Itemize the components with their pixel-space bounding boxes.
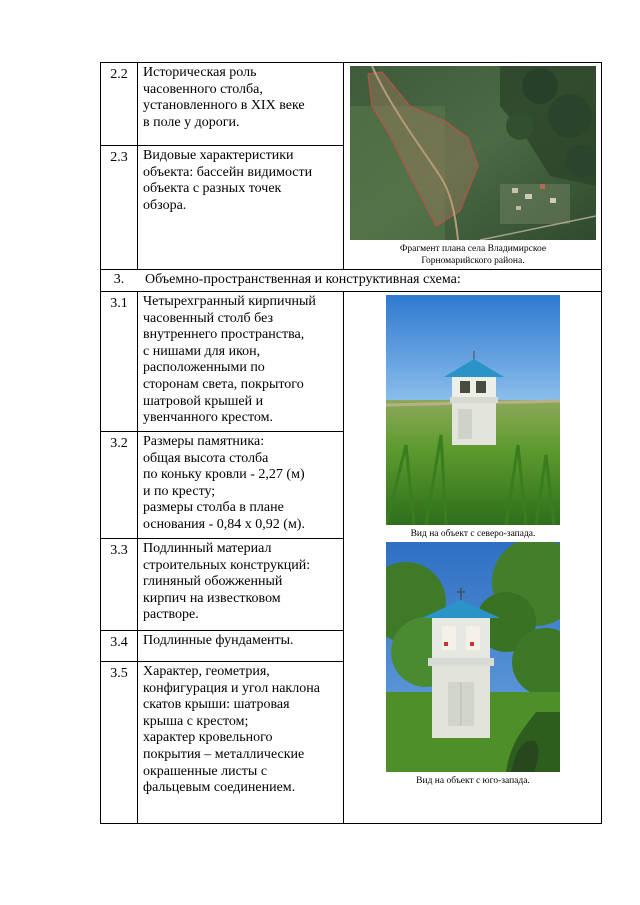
chapel-photo-southwest xyxy=(386,542,560,772)
row-divider xyxy=(100,630,344,631)
row-divider xyxy=(100,661,344,662)
row-text: Подлинный материал строительных конструкций: глиняный обожженный кирпич на известковом растворе. xyxy=(143,541,311,623)
row-divider xyxy=(100,291,602,292)
column-divider-num xyxy=(137,62,138,269)
row-divider xyxy=(100,269,602,270)
section-number: 3. xyxy=(113,272,125,287)
row-number: 3.4 xyxy=(110,635,128,650)
row-divider xyxy=(100,538,344,539)
row-text: Видовые характеристики объекта: бассейн видимости объекта с разных точек обзора. xyxy=(143,148,313,213)
row-divider xyxy=(100,145,344,146)
photo-caption: Вид на объект с юго-запада. xyxy=(416,776,530,786)
table-border-bottom xyxy=(100,823,602,824)
table-border-top xyxy=(100,62,602,63)
row-text: Историческая роль часовенного столба, установленного в XIX веке в поле у дороги. xyxy=(143,65,305,130)
column-divider-num xyxy=(137,291,138,824)
row-number: 3.1 xyxy=(110,296,128,311)
row-text: Размеры памятника: общая высота столба по коньку кровли - 2,27 (м) и по кресту; размеры столба в плане основания - 0,84 х 0,92 (м). xyxy=(143,434,305,532)
map-caption: Фрагмент плана села Владимирское Горномарийского района. xyxy=(399,244,547,266)
row-text: Характер, геометрия, конфигурация и угол наклона скатов крыши: шатровая крыша с крестом; характер кровельного покрытия – металлические окрашенные листы с фальцевым соединением. xyxy=(143,664,320,796)
photo-caption: Вид на объект с северо-запада. xyxy=(410,529,536,539)
row-number: 3.2 xyxy=(110,436,128,451)
row-number: 2.2 xyxy=(110,67,128,82)
row-divider xyxy=(100,431,344,432)
section-heading: Объемно-пространственная и конструктивная схема: xyxy=(145,272,461,287)
satellite-map-image xyxy=(350,66,596,240)
row-text: Четырехгранный кирпичный часовенный столб без внутреннего пространства, с нишами для икон, расположенными по сторонам света, покрытого шатровой крышей и увенчанного крестом. xyxy=(143,294,316,426)
row-text: Подлинные фундаменты. xyxy=(143,633,294,648)
row-number: 3.5 xyxy=(110,666,128,681)
chapel-photo-northwest xyxy=(386,295,560,525)
column-divider-image xyxy=(343,291,344,824)
row-number: 3.3 xyxy=(110,543,128,558)
table-border-right xyxy=(601,62,602,824)
column-divider-image xyxy=(343,62,344,269)
row-number: 2.3 xyxy=(110,150,128,165)
